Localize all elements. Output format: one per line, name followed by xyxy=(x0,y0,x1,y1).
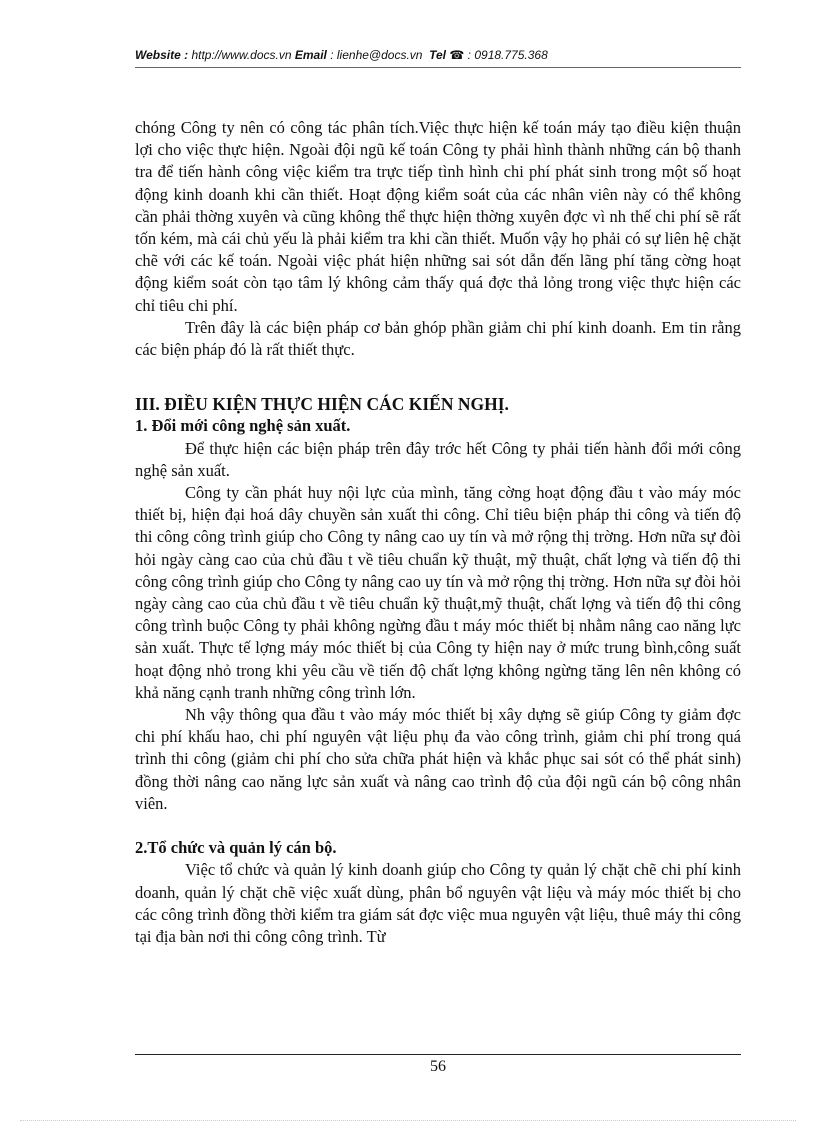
paragraph-summary: Trên đây là các biện pháp cơ bản ghóp phần giảm chi phí kinh doanh. Em tin rằng các biện pháp đó là rất thiết thực. xyxy=(135,317,741,360)
email-label: Email xyxy=(294,48,327,62)
spacer xyxy=(135,815,741,837)
page-bottom-dotted-line xyxy=(20,1120,796,1121)
subsection-heading-1: 1. Đổi mới công nghệ sản xuất. xyxy=(135,416,351,436)
tel-label: Tel xyxy=(429,48,447,62)
paragraph-intro: Để thực hiện các biện pháp trên đây trớc hết Công ty phải tiến hành đổi mới công nghệ sản xuất. xyxy=(135,438,741,480)
paragraph-organization: Việc tổ chức và quản lý kinh doanh giúp cho Công ty quản lý chặt chẽ chi phí kinh doanh, quản lý chặt chẽ việc xuất dùng, phân bổ nguyên vật liệu và máy móc thiết bị cho các công trình đồng thời kiểm tra giám sát đợc việc mua nguyên vật liệu, thuê máy thi công tại địa bàn nơi thi công công trình. Từ xyxy=(135,860,741,946)
spacer xyxy=(135,361,741,383)
website-url[interactable]: http://www.docs.vn xyxy=(191,48,292,62)
page-header xyxy=(135,48,741,62)
header-divider xyxy=(135,67,741,68)
section-heading: III. ĐIỀU KIỆN THỰC HIỆN CÁC KIẾN NGHỊ. xyxy=(135,394,509,415)
page-number: 56 xyxy=(430,1058,446,1075)
subsection-heading-2: 2.Tổ chức và quản lý cán bộ. xyxy=(135,838,337,858)
spacer xyxy=(135,383,741,393)
paragraph-investment: Công ty cần phát huy nội lực của mình, tăng cờng hoạt động đầu t vào máy móc thiết bị, hiện đại hoá dây chuyền sản xuất thi công. Chỉ tiêu biện pháp thi công và tiến độ thi công công trình giúp cho Công ty nâng cao uy tín và mở rộng thị trờng. Hơn nữa sự đòi hỏi ngày càng cao của chủ đầu t về tiêu chuẩn kỹ thuật, mỹ thuật, chất lợng và tiến độ thi công công trình giúp cho Công ty nâng cao uy tín và mở rộng thị trờng. Hơn nữa sự đòi hỏi ngày càng cao của chủ đầu t về tiêu chuẩn kỹ thuật,mỹ thuật, chất lợng và tiến độ thi công công trình buộc Công ty phải không ngừng đầu t máy móc thiết bị nhằm nâng cao năng lực sản xuất. Thực tế lợng máy móc thiết bị của Công ty hiện nay ở mức trung bình,công suất hoạt động nhỏ trong khi yêu cầu về tiến độ chất lợng không ngừng tăng lên nên không có khả năng cạnh tranh những công trình lớn. xyxy=(135,483,741,702)
email-value[interactable]: : lienhe@docs.vn xyxy=(330,48,423,62)
footer-divider xyxy=(135,1054,741,1055)
paragraph-continuation: chóng Công ty nên có công tác phân tích.Việc thực hiện kế toán máy tạo điều kiện thuận lợi cho việc thực hiện. Ngoài đội ngũ kế toán Công ty phải hình thành những cán bộ thanh tra để tiến hành công việc kiểm tra trực tiếp tình hình chi phí phát sinh trong một số hoạt động kinh doanh khi cần thiết. Hoạt động kiểm soát của các nhân viên này có thể không cần phải thờng xuyên và cũng không thể thực hiện thờng xuyên đợc vì nh thế chi phí sẽ rất tốn kém, mà cái chủ yếu là phải kiểm tra khi cần thiết. Muốn vậy họ phải có sự liên hệ chặt chẽ với các kế toán. Ngoài việc phát hiện những sai sót dẫn đến lãng phí tăng cờng hoạt động kiểm soát còn tạo tâm lý không cảm thấy quá đợc thả lỏng trong việc thực hiện các chỉ tiêu chi phí. xyxy=(135,118,741,315)
website-label: Website : xyxy=(135,48,189,62)
tel-value: : 0918.775.368 xyxy=(467,48,548,62)
paragraph-benefits: Nh vậy thông qua đầu t vào máy móc thiết bị xây dựng sẽ giúp Công ty giảm đợc chi phí khấu hao, chi phí nguyên vật liệu phụ đa vào công trình, giảm chi phí trong quá trình thi công (giảm chi phí cho sửa chữa phát hiện và khắc phục sai sót có thể phát sinh) đồng thời nâng cao năng lực sản xuất và nâng cao trình độ của đội ngũ cán bộ công nhân viên. xyxy=(135,705,741,813)
page-content xyxy=(135,117,741,948)
phone-icon: ☎ xyxy=(449,48,465,62)
